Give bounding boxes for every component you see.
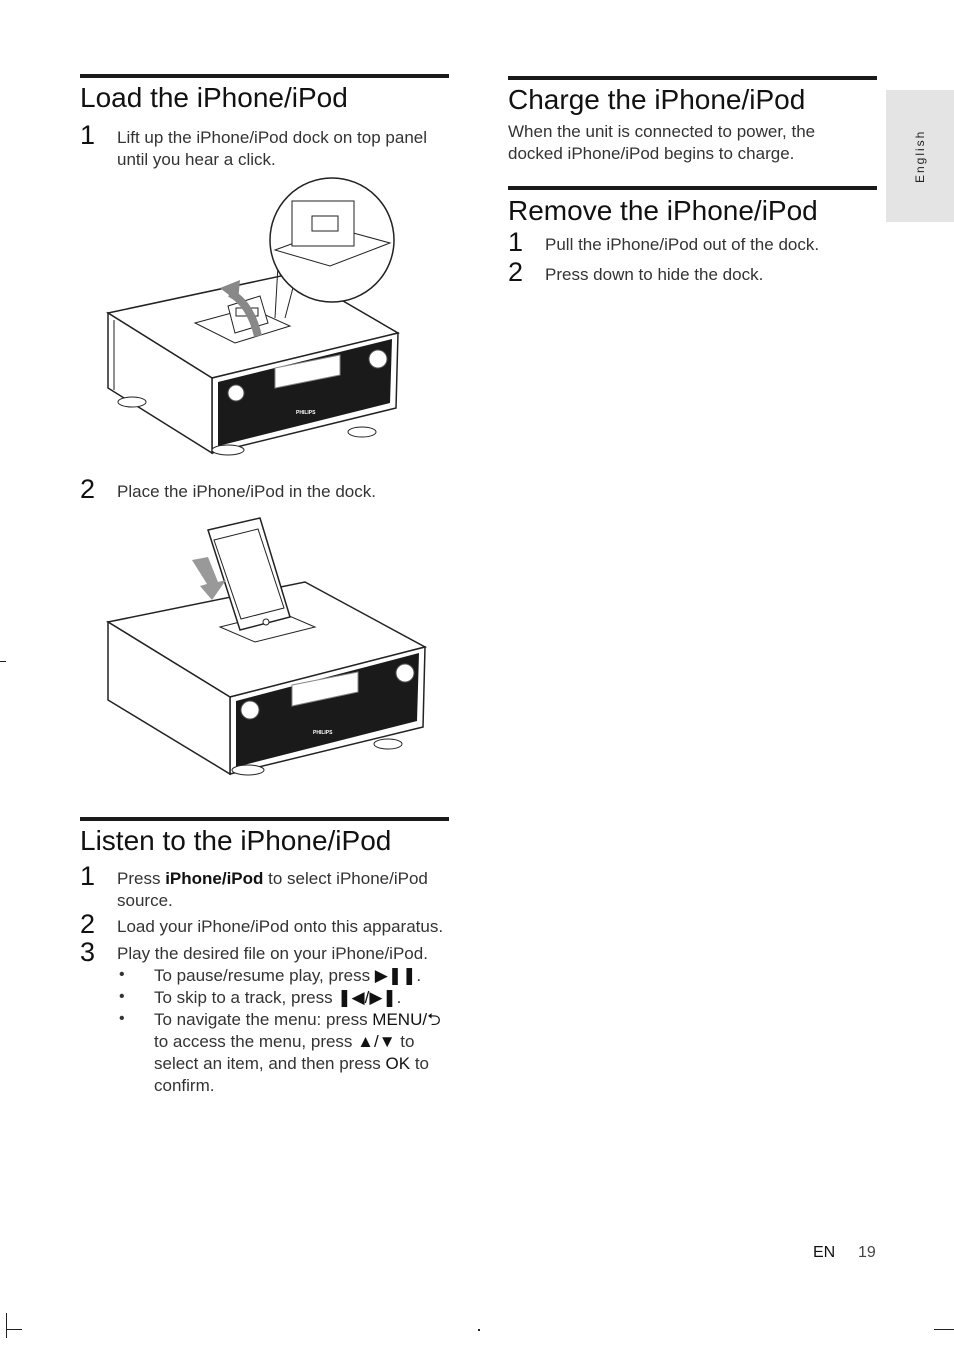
menu-back-glyph: MENU/⮌ bbox=[372, 1010, 441, 1029]
charge-section-rule bbox=[508, 76, 877, 80]
charge-section-text: When the unit is connected to power, the docked iPhone/iPod begins to charge. bbox=[508, 122, 816, 163]
charge-section-title: Charge the iPhone/iPod bbox=[508, 84, 806, 115]
bullet-pause-resume: To pause/resume play, press ▶❚❚. bbox=[154, 966, 422, 985]
remove-section-rule bbox=[508, 186, 877, 190]
play-pause-glyph: ▶❚❚ bbox=[374, 966, 417, 985]
language-tab bbox=[886, 90, 954, 222]
ok-glyph: OK bbox=[385, 1054, 411, 1073]
crop-mark-bottom-right bbox=[934, 1329, 954, 1330]
load-step-2-text: Place the iPhone/iPod in the dock. bbox=[117, 482, 376, 501]
load-section-rule bbox=[80, 74, 449, 78]
bullet-1-dot: • bbox=[119, 966, 125, 983]
listen-section-rule bbox=[80, 817, 449, 821]
crop-mark-bottom-left-v bbox=[6, 1313, 7, 1338]
listen-step-3-number: 3 bbox=[80, 937, 96, 967]
crop-mark-bottom-left-h bbox=[6, 1329, 22, 1330]
crop-mark-bottom-center bbox=[478, 1329, 480, 1331]
bullet-navigate-menu: To navigate the menu: press MENU/⮌ to access the menu, press ▲/▼ to select an item, and then press OK to confirm. bbox=[154, 1010, 441, 1095]
listen-step-3-text: Play the desired file on your iPhone/iPod. bbox=[117, 944, 428, 963]
remove-step-1-number: 1 bbox=[508, 227, 524, 257]
bullet-2-dot: • bbox=[119, 988, 125, 1005]
illustration-2-brand: PHILIPS bbox=[313, 730, 333, 736]
listen-step-1-text: Press iPhone/iPod to select iPhone/iPod source. bbox=[117, 869, 428, 910]
bullet-3-dot: • bbox=[119, 1010, 125, 1027]
remove-step-2-text: Press down to hide the dock. bbox=[545, 265, 764, 284]
iphone-ipod-button-label: iPhone/iPod bbox=[165, 869, 264, 888]
remove-step-1-text: Pull the iPhone/iPod out of the dock. bbox=[545, 235, 820, 254]
listen-step-1-number: 1 bbox=[80, 861, 96, 891]
listen-section-title: Listen to the iPhone/iPod bbox=[80, 825, 392, 856]
illustration-1-brand: PHILIPS bbox=[296, 410, 316, 416]
listen-step-2-number: 2 bbox=[80, 909, 96, 939]
language-tab-label: English bbox=[913, 129, 927, 183]
dock-lift-illustration bbox=[100, 168, 400, 458]
load-step-1-text: Lift up the iPhone/iPod dock on top panel until you hear a click. bbox=[117, 128, 428, 169]
crop-mark-left-mid bbox=[0, 661, 6, 662]
bullet-skip-track: To skip to a track, press ❚◀/▶❚. bbox=[154, 988, 402, 1007]
load-step-2-number: 2 bbox=[80, 474, 96, 504]
listen-step-2-text: Load your iPhone/iPod onto this apparatus. bbox=[117, 917, 444, 936]
remove-section-title: Remove the iPhone/iPod bbox=[508, 195, 818, 226]
skip-glyph: ❚◀/▶❚ bbox=[337, 988, 397, 1007]
up-down-glyph: ▲/▼ bbox=[357, 1032, 396, 1051]
dock-place-illustration bbox=[100, 512, 430, 780]
load-step-1-number: 1 bbox=[80, 120, 96, 150]
footer-language-code: EN bbox=[813, 1244, 836, 1261]
remove-step-2-number: 2 bbox=[508, 257, 524, 287]
load-section-title: Load the iPhone/iPod bbox=[80, 82, 348, 113]
footer-page-number: 19 bbox=[858, 1244, 876, 1261]
